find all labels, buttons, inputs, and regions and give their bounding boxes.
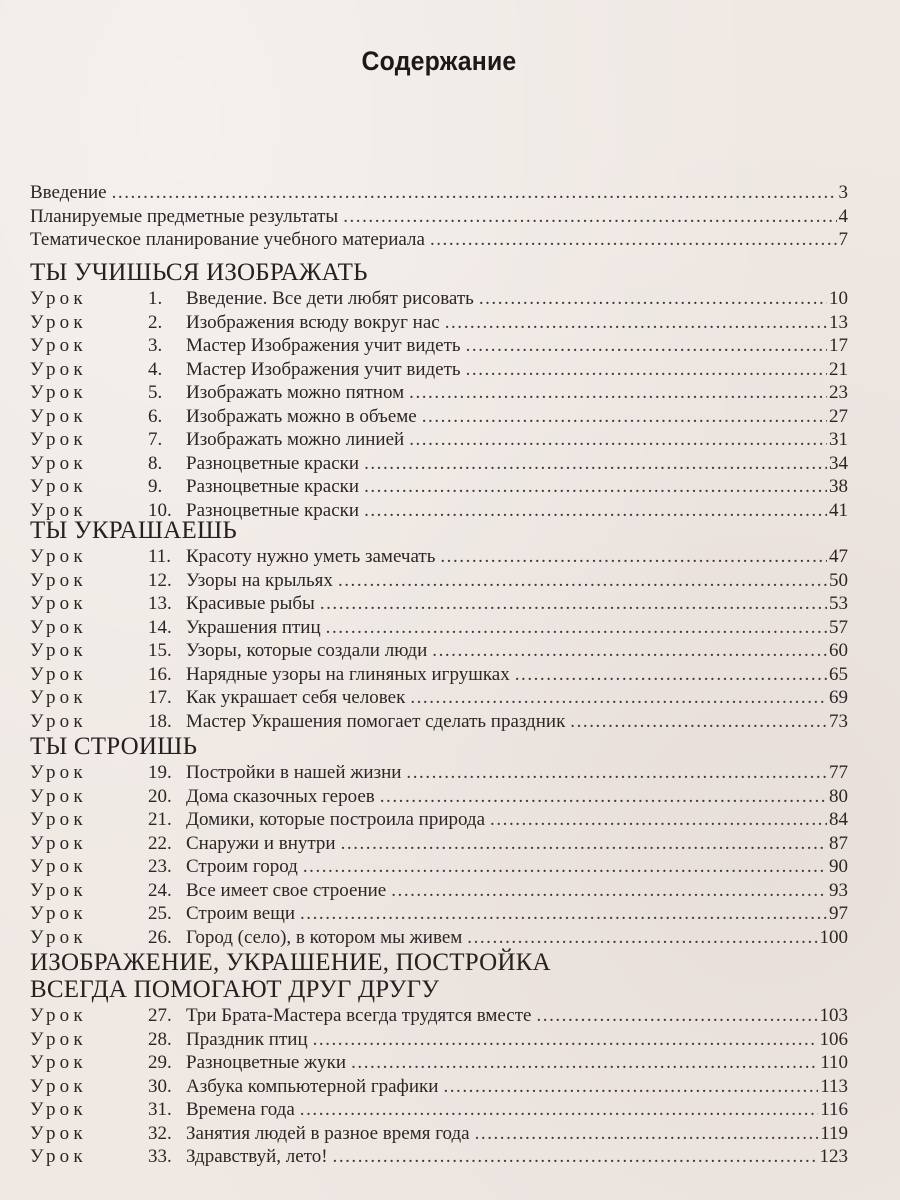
lesson-number: 8. [148,452,163,474]
entry-label: Домики, которые построила природа [186,809,486,830]
lesson-word: Урок [30,879,87,901]
section-you-learn-to-depict [30,260,848,522]
section-title [30,260,848,287]
entry-label: Мастер Изображения учит видеть [186,335,461,356]
dot-leader [429,639,827,663]
lesson-number: 2. [148,311,163,333]
section-title [30,518,848,545]
dot-leader [533,1004,817,1028]
entry-label: Город (село), в котором мы живем [186,926,463,948]
lesson-word: Урок [30,663,87,685]
entry-label: Украшения птиц [186,616,321,638]
toc-entry[interactable] [30,761,848,785]
lesson-number: 11. [148,546,172,567]
entry-label: Занятия людей в разное время года [186,1122,470,1144]
dot-leader [297,902,827,926]
section-title [30,950,848,1004]
dot-leader [463,334,827,358]
section-you-build [30,734,848,949]
toc-entry[interactable] [30,902,848,926]
entry-label: Введение. Все дети любят рисовать [186,288,474,309]
lesson-word: Урок [30,311,87,333]
lesson-number: 1. [148,288,163,309]
entry-page-number: 7 [838,229,848,250]
lesson-number: 15. [148,640,172,661]
toc-entry[interactable] [30,381,848,405]
lesson-word: Урок [30,382,87,403]
lesson-word: Урок [30,616,87,638]
entry-page-number: 10 [829,288,848,309]
section-always-help-each-other [30,950,848,1169]
lesson-number: 30. [148,1075,172,1097]
toc-entry[interactable] [30,228,848,252]
lesson-number: 14. [148,616,172,638]
entry-label: Праздник птиц [186,1028,308,1050]
toc-entry[interactable] [30,405,848,429]
entry-page-number: 50 [829,569,848,591]
dot-leader [437,545,827,569]
lesson-number: 25. [148,903,172,924]
toc-entry[interactable] [30,639,848,663]
entry-label: Мастер Украшения помогает сделать праздник [186,710,566,732]
entry-page-number: 84 [829,809,848,830]
dot-leader [340,205,836,229]
lesson-number: 20. [148,785,172,807]
lesson-number: 23. [148,856,172,877]
lesson-word: Урок [30,809,87,830]
toc-entry[interactable] [30,311,848,335]
dot-leader [440,1075,818,1099]
toc-entry[interactable] [30,452,848,476]
entry-page-number: 110 [820,1052,848,1073]
dot-leader [388,879,827,903]
entry-label: Как украшает себя человек [186,687,406,708]
entry-label: Разноцветные краски [186,476,360,497]
entry-label: Разноцветные жуки [186,1052,347,1073]
entry-page-number: 116 [820,1099,848,1120]
section-you-decorate [30,518,848,733]
lesson-number: 3. [148,335,163,356]
entry-page-number: 113 [820,1075,848,1097]
lesson-word: Урок [30,785,87,807]
section-title-line: ИЗОБРАЖЕНИЕ, УКРАШЕНИЕ, ПОСТРОЙКА [30,949,551,976]
entry-page-number: 60 [829,640,848,661]
dot-leader [406,381,827,405]
toc-entry[interactable] [30,879,848,903]
dot-leader [427,228,837,252]
entry-label: Три Брата-Мастера всегда трудятся вместе [186,1005,532,1026]
dot-leader [109,181,837,205]
entry-page-number: 27 [829,405,848,427]
entry-label: Планируемые предметные результаты [30,205,339,227]
lesson-number: 12. [148,569,172,591]
toc-entry[interactable] [30,616,848,640]
dot-leader [406,428,827,452]
section-title [30,734,848,761]
lesson-word: Урок [30,1005,87,1026]
lesson-number: 27. [148,1005,172,1026]
toc-entry[interactable] [30,1051,848,1075]
lesson-list [30,761,848,949]
lesson-number: 10. [148,499,172,521]
entry-page-number: 21 [829,358,848,380]
lesson-word: Урок [30,335,87,356]
lesson-word: Урок [30,1146,87,1167]
entry-page-number: 57 [829,616,848,638]
dot-leader [472,1122,819,1146]
entry-label: Красивые рыбы [186,593,315,614]
lesson-number: 32. [148,1122,172,1144]
entry-label: Изображать можно в объеме [186,405,417,427]
entry-page-number: 41 [829,499,848,521]
toc-entry[interactable] [30,592,848,616]
lesson-word: Урок [30,288,87,309]
toc-entry[interactable] [30,1098,848,1122]
entry-page-number: 3 [838,182,848,203]
toc-entry[interactable] [30,926,848,950]
toc-entry[interactable] [30,1122,848,1146]
entry-page-number: 23 [829,382,848,403]
intro-entries [30,181,848,252]
lesson-word: Урок [30,640,87,661]
dot-leader [300,855,827,879]
entry-label: Строим город [186,856,298,877]
lesson-word: Урок [30,687,87,708]
lesson-word: Урок [30,358,87,380]
lesson-number: 19. [148,762,172,783]
entry-label: Узоры, которые создали люди [186,640,428,661]
lesson-number: 7. [148,429,163,450]
entry-label: Все имеет свое строение [186,879,387,901]
lesson-word: Урок [30,1052,87,1073]
entry-page-number: 87 [829,832,848,854]
dot-leader [476,287,827,311]
dot-leader [330,1145,818,1169]
entry-page-number: 53 [829,593,848,614]
entry-label: Введение [30,182,107,203]
toc-entry[interactable] [30,808,848,832]
toc-entry[interactable] [30,545,848,569]
dot-leader [419,405,827,429]
lesson-number: 24. [148,879,172,901]
entry-label: Узоры на крыльях [186,569,333,591]
toc-entry[interactable] [30,1028,848,1052]
dot-leader [335,569,827,593]
toc-entry[interactable] [30,181,848,205]
entry-label: Здравствуй, лето! [186,1146,328,1167]
lesson-number: 31. [148,1099,172,1120]
lesson-number: 26. [148,926,172,948]
entry-label: Тематическое планирование учебного материала [30,229,425,250]
dot-leader [403,761,827,785]
toc-entry[interactable] [30,832,848,856]
entry-page-number: 73 [829,710,848,732]
entry-label: Разноцветные краски [186,499,360,521]
dot-leader [361,475,827,499]
toc-entry[interactable] [30,1004,848,1028]
lesson-number: 6. [148,405,163,427]
entry-label: Постройки в нашей жизни [186,762,402,783]
lesson-number: 13. [148,593,172,614]
dot-leader [361,452,827,476]
lesson-word: Урок [30,476,87,497]
section-title-line: ТЫ СТРОИШЬ [30,733,198,760]
lesson-word: Урок [30,452,87,474]
dot-leader [407,686,827,710]
dot-leader [463,358,827,382]
toc-entry[interactable] [30,686,848,710]
lesson-number: 18. [148,710,172,732]
lesson-word: Урок [30,926,87,948]
lesson-number: 33. [148,1146,172,1167]
entry-page-number: 13 [829,311,848,333]
lesson-word: Урок [30,1075,87,1097]
entry-page-number: 97 [829,903,848,924]
entry-label: Изображения всюду вокруг нас [186,311,440,333]
lesson-word: Урок [30,546,87,567]
toc-entry[interactable] [30,569,848,593]
lesson-list [30,287,848,522]
entry-page-number: 34 [829,452,848,474]
lesson-word: Урок [30,710,87,732]
dot-leader [297,1098,818,1122]
lesson-number: 17. [148,687,172,708]
entry-label: Мастер Изображения учит видеть [186,358,461,380]
entry-label: Изображать можно пятном [186,382,405,403]
lesson-number: 4. [148,358,163,380]
lesson-word: Урок [30,856,87,877]
section-title-line: ВСЕГДА ПОМОГАЮТ ДРУГ ДРУГУ [30,976,440,1003]
entry-page-number: 38 [829,476,848,497]
entry-page-number: 31 [829,429,848,450]
toc-entry[interactable] [30,710,848,734]
toc-entry[interactable] [30,785,848,809]
entry-label: Снаружи и внутри [186,832,336,854]
lesson-word: Урок [30,1028,87,1050]
dot-leader [442,311,827,335]
toc-entry[interactable] [30,663,848,687]
toc-entry[interactable] [30,358,848,382]
toc-entry[interactable] [30,1145,848,1169]
entry-page-number: 65 [829,663,848,685]
lesson-word: Урок [30,832,87,854]
lesson-number: 28. [148,1028,172,1050]
dot-leader [348,1051,818,1075]
lesson-word: Урок [30,499,87,521]
lesson-number: 5. [148,382,163,403]
entry-page-number: 106 [819,1028,848,1050]
entry-page-number: 69 [829,687,848,708]
lesson-word: Урок [30,1099,87,1120]
dot-leader [464,926,817,950]
toc-entry[interactable] [30,1075,848,1099]
lesson-number: 21. [148,809,172,830]
toc-entry[interactable] [30,287,848,311]
toc-entry[interactable] [30,334,848,358]
dot-leader [567,710,827,734]
entry-page-number: 4 [838,205,848,227]
entry-label: Нарядные узоры на глиняных игрушках [186,663,510,685]
dot-leader [310,1028,818,1052]
dot-leader [323,616,827,640]
lesson-word: Урок [30,1122,87,1144]
entry-label: Времена года [186,1099,295,1120]
lesson-word: Урок [30,429,87,450]
entry-page-number: 90 [829,856,848,877]
entry-page-number: 93 [829,879,848,901]
dot-leader [338,832,827,856]
entry-page-number: 100 [819,926,848,948]
entry-label: Разноцветные краски [186,452,360,474]
entry-label: Изображать можно линией [186,429,405,450]
entry-page-number: 103 [819,1005,848,1026]
lesson-number: 29. [148,1052,172,1073]
lesson-list [30,545,848,733]
toc-entry[interactable] [30,855,848,879]
lesson-number: 22. [148,832,172,854]
section-title-line: ТЫ УЧИШЬСЯ ИЗОБРАЖАТЬ [30,259,368,286]
lesson-word: Урок [30,405,87,427]
dot-leader [512,663,827,687]
dot-leader [317,592,827,616]
entry-page-number: 17 [829,335,848,356]
page-title: Содержание [361,46,517,76]
entry-page-number: 47 [829,546,848,567]
dot-leader [487,808,827,832]
lesson-list [30,1004,848,1169]
lesson-number: 9. [148,476,163,497]
toc-entry[interactable] [30,428,848,452]
lesson-number: 16. [148,663,172,685]
toc-entry[interactable] [30,205,848,229]
entry-label: Азбука компьютерной графики [186,1075,439,1097]
entry-page-number: 123 [819,1146,848,1167]
entry-page-number: 119 [820,1122,848,1144]
entry-label: Дома сказочных героев [186,785,375,807]
section-title-line: ТЫ УКРАШАЕШЬ [30,517,237,544]
lesson-word: Урок [30,569,87,591]
entry-label: Строим вещи [186,903,295,924]
lesson-word: Урок [30,903,87,924]
dot-leader [377,785,827,809]
lesson-word: Урок [30,593,87,614]
lesson-word: Урок [30,762,87,783]
entry-page-number: 80 [829,785,848,807]
entry-page-number: 77 [829,762,848,783]
toc-entry[interactable] [30,475,848,499]
entry-label: Красоту нужно уметь замечать [186,546,436,567]
